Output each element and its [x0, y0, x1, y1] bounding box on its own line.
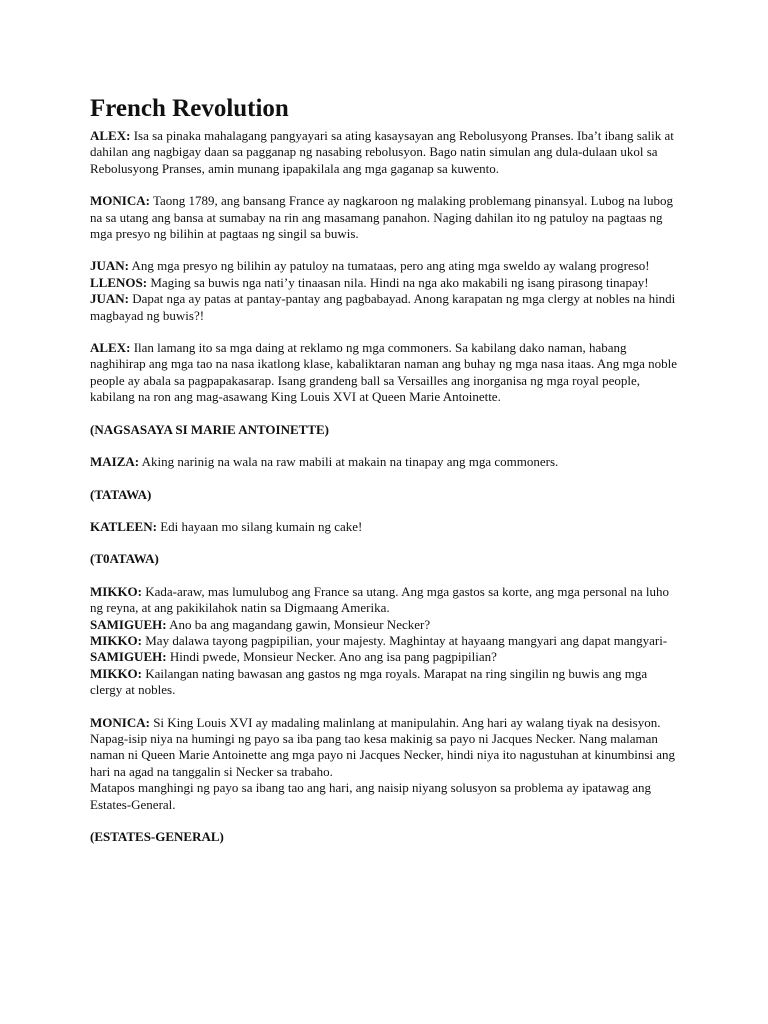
dialogue-text: Ang mga presyo ng bilihin ay patuloy na tumataas, pero ang ating mga sweldo ay walang progreso! [131, 258, 650, 274]
dialogue-line [90, 666, 678, 699]
dialogue-line [90, 128, 678, 177]
stage-direction: (TATAWA) [90, 486, 152, 502]
stage-direction: (NAGSASAYA SI MARIE ANTOINETTE) [90, 421, 330, 437]
document-page [90, 94, 678, 845]
speaker-name: SAMIGUEH: [90, 649, 167, 665]
speaker-name: MONICA: [90, 714, 150, 730]
speaker-name: ALEX: [90, 128, 131, 143]
dialogue-text: Hindi pwede, Monsieur Necker. Ano ang isa pang pagpipilian? [169, 649, 497, 665]
dialogue-text: May dalawa tayong pagpipilian, your majesty. Maghintay at hayaang mangyari ang dapat mangyari- [145, 632, 668, 648]
dialogue-text: Edi hayaan mo silang kumain ng cake! [160, 518, 363, 534]
dialogue-text: Isa sa pinaka mahalagang pangyayari sa ating kasaysayan ang Rebolusyong Pranses. Iba’t ibang salik at dahilan ang nagbigay daan sa pagganap ng nasabing rebolusyon. Bago natin simulan ang dula-dulaan ukol sa Rebolusyong Pranses, amin munang ipapakilala ang mga gaganap sa kuwento. [90, 128, 674, 176]
speaker-name: MIKKO: [90, 665, 142, 681]
speaker-name: JUAN: [90, 291, 129, 307]
dialogue-text: Taong 1789, ang bansang France ay nagkaroon ng malaking problemang pinansyal. Lubog na lubog na sa utang ang bansa at sumabay na rin ang masamang panahon. Naging dahilan ito ng patuloy na pagtaas ng mga presyo ng bilihin at pagtaas ng singil sa buwis. [90, 193, 673, 242]
dialogue-text: Kailangan nating bawasan ang gastos ng mga royals. Marapat na ring singilin ng buwis ang mga clergy at nobles. [90, 665, 648, 698]
stage-direction: (T0ATAWA) [90, 551, 159, 567]
dialogue-text: Dapat nga ay patas at pantay-pantay ang pagbabayad. Anong karapatan ng mga clergy at nobles na hindi magbayad ng buwis?! [90, 291, 676, 323]
dialogue-text: Ilan lamang ito sa mga daing at reklamo ng mga commoners. Sa kabilang dako naman, habang naghihirap ang mga tao na nasa ikatlong klase, kabaliktaran naman ang buhay ng mga nasa itaas. Ang mga noble people ay abala sa pagpapakasarap. Isang grandeng ball sa Versailles ang inorganisa ng mga royal people, kabilang na ron ang mag-asawang King Louis XVI at Queen Marie Antoinette. [90, 340, 677, 405]
dialogue-line [90, 633, 678, 649]
dialogue-line [90, 258, 678, 274]
dialogue-line [90, 454, 678, 470]
dialogue-line [90, 649, 678, 665]
speaker-name: ALEX: [90, 340, 131, 356]
dialogue-line [90, 340, 678, 406]
speaker-name: MIKKO: [90, 632, 142, 648]
dialogue-text: Si King Louis XVI ay madaling malinlang at manipulahin. Ang hari ay walang tiyak na desisyon. Napag-isip niya na humingi ng payo sa iba pang tao kesa makinig sa payo ni Jacques Necker. Nang malaman naman ni Queen Marie Antoinette ang mga payo ni Jacques Necker, hindi niya ito nagustuhan at kinumbinsi ang hari na agad na tanggalin si Necker sa trabaho. [90, 714, 676, 779]
speaker-name: JUAN: [90, 258, 129, 274]
dialogue-line [90, 275, 678, 291]
dialogue-line [90, 715, 678, 781]
narration-paragraph: Matapos manghingi ng payo sa ibang tao ang hari, ang naisip niyang solusyon sa problema ay ipatawag ang Estates-General. [90, 780, 652, 812]
speaker-name: MAIZA: [90, 454, 140, 470]
dialogue-text: Kada-araw, mas lumulubog ang France sa utang. Ang mga gastos sa korte, ang mga personal na luho ng reyna, at ang pakikilahok natin sa Digmaang Amerika. [90, 583, 669, 616]
speaker-name: KATLEEN: [90, 518, 157, 534]
dialogue-text: Ano ba ang magandang gawin, Monsieur Necker? [169, 616, 431, 632]
speaker-name: LLENOS: [90, 274, 148, 290]
dialogue-line [90, 584, 678, 617]
dialogue-line [90, 193, 678, 242]
dialogue-text: Maging sa buwis nga nati’y tinaasan nila. Hindi na nga ako makabili ng isang pirasong tinapay! [150, 274, 649, 290]
speaker-name: MONICA: [90, 193, 150, 209]
document-title: French Revolution [90, 95, 289, 122]
dialogue-line [90, 291, 678, 324]
speaker-name: SAMIGUEH: [90, 616, 167, 632]
stage-direction: (ESTATES-GENERAL) [90, 829, 224, 844]
dialogue-text: Aking narinig na wala na raw mabili at makain na tinapay ang mga commoners. [141, 454, 559, 470]
speaker-name: MIKKO: [90, 583, 142, 599]
dialogue-line [90, 617, 678, 633]
dialogue-line [90, 519, 678, 535]
